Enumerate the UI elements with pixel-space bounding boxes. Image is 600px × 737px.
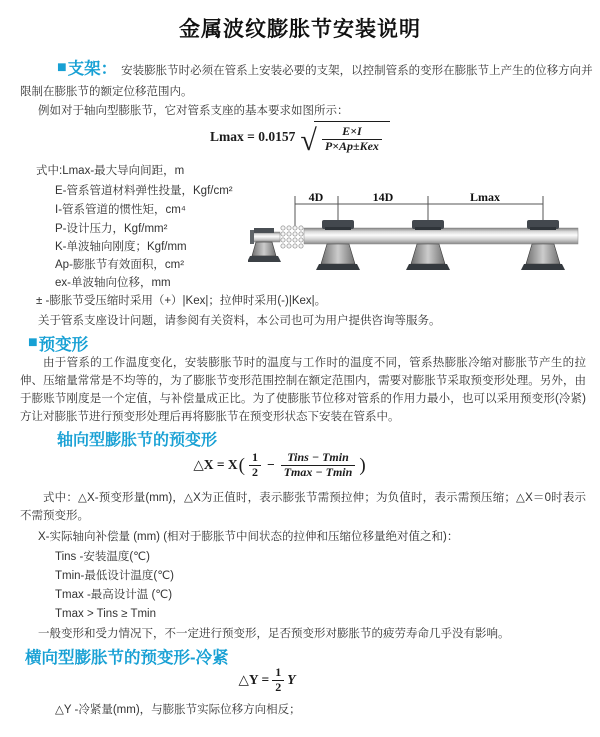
blue-square-icon: ■ [28, 334, 38, 351]
pipe-support-diagram [248, 190, 586, 288]
page-title: 金属波纹膨胀节安装说明 [179, 18, 421, 41]
lateral-subheading: 横向型膨胀节的预变形-冷紧 [25, 649, 229, 667]
support-intro-line2: 限制在膨胀节的额定位移范围内。 [20, 86, 193, 98]
half-numerator: 1 [272, 666, 284, 681]
half-fraction [249, 451, 261, 480]
dim-label-14d: 14D [372, 190, 394, 204]
open-paren: ( [238, 454, 245, 476]
close-paren: ) [359, 454, 366, 476]
small-pipe [252, 232, 280, 242]
temperature-denominator: Tmax − Tmin [283, 464, 353, 479]
minus-operator: − [267, 457, 275, 473]
tmax-line: Tmax -最高设计温 (℃) [55, 589, 173, 601]
predeform-paragraph: 由于管系的工作温度变化，安装膨胀节时的温度与工作时的温度不同，管系热膨胀冷缩对膨胀节产生的拉伸、压缩量常常是不均等的，为了膨胀节变形范围控制在额定范围内，需要对膨胀节采取预变形处理。另外，由于膨账节刚度是一个定值，与补偿量成正比。为了使膨胀节位移对管系的作用力最小，也可以采用预变形(冷紧)方让对膨胀节进行预变形处理后再将膨胀节在预变形状态下安装在管系中。 [20, 357, 586, 423]
half-denominator: 2 [252, 464, 258, 479]
definition-ex: ex-单波轴向位移，mm [55, 277, 171, 289]
lateral-formula [0, 666, 600, 695]
temperature-numerator: Tins − Tmin [281, 451, 356, 466]
main-pipe [304, 228, 578, 244]
dim-label-lmax: Lmax [470, 190, 500, 204]
definition-lmax: 式中:Lmax-最大导向间距，m [36, 165, 185, 177]
axial-explain: 式中：△X-预变形量(mm)，△X为正值时，表示膨张节需预拉伸；为负值时，表示需预压缩；△X＝0时表示不需预变形。 [20, 492, 586, 522]
axial-formula [0, 451, 600, 480]
support-intro-line1: 安装膨胀节时必须在管系上安装必要的支架，以控制管系的变形在膨胀节上产生的位移方向并 [121, 65, 593, 77]
predeform-section-heading [28, 331, 88, 355]
definition-ap: Ap-膨胀节有效面积，cm² [55, 259, 185, 271]
lateral-formula-variable: Y [287, 672, 296, 688]
sqrt-sign: √ [300, 123, 317, 157]
x-definition-line: X-实际轴向补偿量 (mm) (相对于膨胀节中间状态的拉伸和压缩位移量绝对值之和)： [38, 531, 459, 543]
axial-formula-body [193, 451, 366, 480]
tins-line: Tins -安装温度(℃) [55, 551, 150, 563]
pipe-end-cap [250, 230, 254, 244]
predeform-section-title: 预变形 [38, 336, 89, 354]
lmax-formula [0, 121, 600, 157]
temperature-fraction [281, 451, 356, 480]
lmax-fraction [322, 125, 382, 154]
blue-square-icon: ■ [57, 58, 67, 76]
support-section-heading-line [57, 55, 593, 80]
temperature-inequality: Tmax > Tins ≥ Tmin [55, 608, 156, 620]
lmax-formula-prefix: Lmax = 0.0157 [210, 129, 296, 145]
lateral-formula-body [239, 666, 296, 695]
support-section-title: 支架： [67, 60, 118, 78]
guide-support-1 [316, 220, 360, 270]
definition-k: K-单波轴向刚度；Kgf/mm [55, 241, 187, 253]
half-numerator: 1 [249, 451, 261, 466]
half-fraction [272, 666, 284, 695]
dim-label-4d: 4D [308, 190, 324, 204]
half-denominator: 2 [275, 679, 282, 694]
definition-e: E-管系管道材料弹性投量，Kgf/cm² [55, 185, 233, 197]
sqrt-body [314, 121, 390, 154]
tmin-line: Tmin-最低设计温度(℃) [55, 570, 174, 582]
plus-minus-note: ± -膨胀节受压缩时采用（+）|Kex|；拉伸时采用(-)|Kex|。 [36, 295, 327, 307]
bellows-icon [281, 226, 303, 248]
guide-support-2 [406, 220, 450, 270]
y-definition-line: △Y -冷紧量(mm)，与膨胀节实际位移方向相反； [55, 704, 301, 716]
sqrt-radical [300, 121, 390, 157]
lmax-fraction-numerator: E×I [322, 125, 382, 140]
axial-formula-prefix: △X = X [193, 457, 238, 473]
axial-subheading: 轴向型膨胀节的预变形 [57, 432, 218, 449]
guide-support-3 [521, 220, 565, 270]
definition-p: P-设计压力，Kgf/mm² [55, 223, 168, 235]
definition-i: I-管系管道的惯性矩，cm⁴ [55, 204, 186, 216]
lmax-formula-body [210, 121, 390, 157]
consult-note: 关于管系支座设计问题，请参阅有关资料，本公司也可为用户提供咨询等服务。 [38, 315, 441, 327]
axial-note: 一般变形和受力情况下，不一定进行预变形，足否预变形对膨胀节的疲劳寿命几乎没有影响。 [38, 628, 510, 640]
lmax-fraction-denominator: P×Ap±Kex [324, 138, 379, 153]
lateral-formula-prefix: △Y = [238, 672, 270, 688]
support-example-line: 例如对于轴向型膨胀节，它对管系支座的基本要求如图所示： [38, 105, 349, 117]
